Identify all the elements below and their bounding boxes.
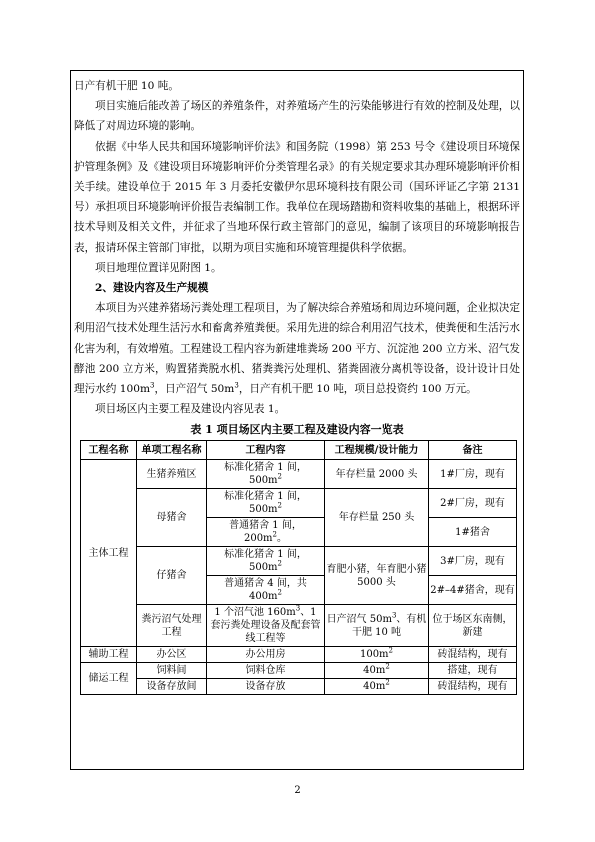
table-cell: 仔猪舍 [137,547,207,605]
table-cell: 1 个沼气池 $160m^3$、1 套污粪处理设备及配套管线工程等 [207,605,325,647]
paragraph: 依据《中华人民共和国环境影响评价法》和国务院（1998）第 253 号令《建设项目环境保护管理条例》及《建设项目环境影响评价分类管理名录》的有关规定要求其办理环境影响评价相关手续。建设单位于 2015 年 3 月委托安徽伊尔思环境科技有限公司（国环评证乙字第 2131 号）承担项目环境影响评价报告表编制工作。我单位在现场踏勘和资料收集的基础上，根据环评技术导则及相关文件，并征求了当地环保行政主管部门的意见，编制了该项目的环境影响报告表，报请环保主管部门审批，以期为项目实施和环境管理提供科学依据。 [74,140,520,254]
column-header: 工程名称 [81,441,137,460]
table-cell: 年存栏量 250 头 [325,489,429,547]
table-cell: 标准化猪舍 1 间，$500m^2$ [207,489,325,518]
table-cell: 标准化猪舍 1 间，$500m^2$ [207,547,325,576]
text: ，日产有机干肥 10 吨，项目总投资约 100 万元。 [238,383,477,396]
table-cell: 生猪养殖区 [137,460,207,489]
table-cell: 1#猪舍 [429,518,517,547]
table-cell: 2#厂房，现有 [429,489,517,518]
group-cell: 辅助工程 [81,647,137,663]
table-cell: 粪污沼气处理工程 [137,605,207,647]
paragraph: 日产有机干肥 10 吨。 [74,80,179,92]
table-cell: 砖混结构，现有 [429,679,517,695]
table-cell: 办公区 [137,647,207,663]
table-header-row [81,441,517,460]
column-header: 单项工程名称 [137,441,207,460]
group-cell: 主体工程 [81,460,137,647]
table-row [81,663,517,679]
table-cell: 标准化猪舍 1 间，$500m^2$ [207,460,325,489]
paragraph [74,298,520,399]
table-cell: 饲料间 [137,663,207,679]
table-cell: 位于场区东南侧，新建 [429,605,517,647]
table-cell: 搭建，现有 [429,663,517,679]
table-cell: 普通猪舍 4 间，共 $400m^2$ [207,576,325,605]
table-row [81,460,517,489]
table-cell: 饲料仓库 [207,663,325,679]
table-cell: 2#–4#猪舍，现有 [429,576,517,605]
table-row [81,489,517,518]
section-heading: 2、建设内容及生产规模 [95,282,209,295]
table-row [81,647,517,663]
table-row [81,547,517,576]
group-cell: 储运工程 [81,663,137,695]
table-cell: 3#厂房，现有 [429,547,517,576]
table-cell: $40m^2$ [325,679,429,695]
table-row [81,679,517,695]
column-header: 工程内容 [207,441,325,460]
superscript: 3 [234,381,239,390]
page-number: 2 [294,785,301,796]
table-cell: 1#厂房，现有 [429,460,517,489]
paragraph: 项目实施后能改善了场区的养殖条件，对养殖场产生的污染能够进行有效的控制及处理，以降低了对周边环境的影响。 [74,100,520,133]
table-caption: 表 1 项目场区内主要工程及建设内容一览表 [190,423,404,437]
column-header: 备注 [429,441,517,460]
project-table [80,440,517,695]
table-cell: 母猪舍 [137,489,207,547]
table-cell: 普通猪舍 1 间，$200m^2$。 [207,518,325,547]
superscript: 3 [150,381,155,390]
paragraph: 项目场区内主要工程及建设内容见表 1。 [95,403,286,416]
table-row [81,605,517,647]
table-cell: $100m^2$ [325,647,429,663]
text: ，日产沼气 50m [154,383,235,396]
column-header: 工程规模/设计能力 [325,441,429,460]
table-cell: 办公用房 [207,647,325,663]
table-cell: 砖混结构，现有 [429,647,517,663]
table-cell: 设备存放间 [137,679,207,695]
text: 本项目为兴建养猪场污粪处理工程项目，为了解决综合养殖场和周边环境问题，企业拟决定利用沼气技术处理生活污水和畜禽养殖粪便。采用先进的综合利用沼气技术，使粪便和生活污水化害为利，有效增殖。工程建设工程内容为新建堆粪场 200 平方、沉淀池 200 立方米、沼气发酵池 200 立方米，购置猪粪脱水机、猪粪粪污处理机、猪粪固液分离机等设备，设计设计日处理污水约 100m [74,302,520,396]
table-cell: 设备存放 [207,679,325,695]
table-cell: $40m^2$ [325,663,429,679]
table-cell: 日产沼气 $50m^3$、有机干肥 10 吨 [325,605,429,647]
table-cell: 年存栏量 2000 头 [325,460,429,489]
table-cell: 育肥小猪，年育肥小猪 5000 头 [325,547,429,605]
document-body [74,76,520,695]
paragraph: 项目地理位置详见附图 1。 [95,261,222,274]
